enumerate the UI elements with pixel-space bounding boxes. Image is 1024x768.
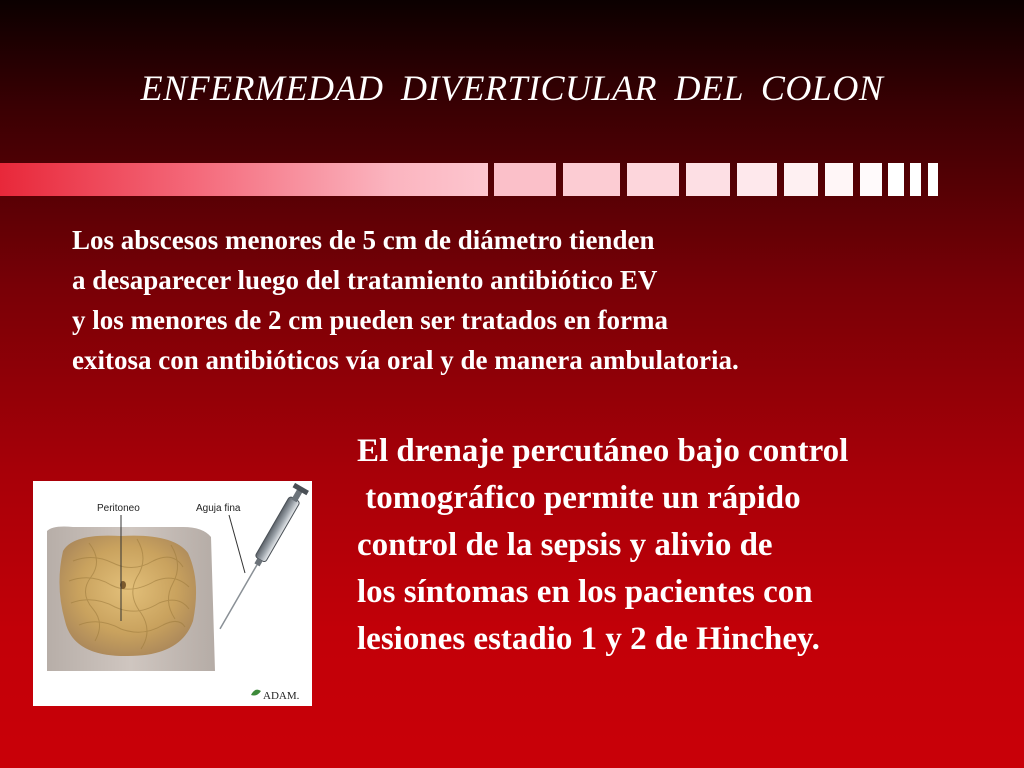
decorative-bar-segment bbox=[627, 163, 679, 196]
drainage-paragraph bbox=[357, 428, 1017, 663]
decorative-bar-segment bbox=[928, 163, 938, 196]
adam-credit: ADAM. bbox=[263, 690, 300, 702]
abscess-paragraph-line: a desaparecer luego del tratamiento antibiótico EV bbox=[72, 265, 658, 295]
decorative-bar-segment bbox=[494, 163, 556, 196]
decorative-bar-segment bbox=[825, 163, 853, 196]
decorative-bar-segment bbox=[910, 163, 921, 196]
abscess-paragraph bbox=[72, 220, 972, 380]
needle-pointer-line bbox=[229, 515, 245, 573]
decorative-bar-segment bbox=[888, 163, 904, 196]
percutaneous-drainage-illustration bbox=[33, 481, 312, 706]
drainage-paragraph-line: lesiones estadio 1 y 2 de Hinchey. bbox=[357, 621, 820, 657]
peritoneum-label: Peritoneo bbox=[97, 503, 140, 514]
decorative-bar-gradient bbox=[0, 163, 488, 196]
drainage-paragraph-line: El drenaje percutáneo bajo control bbox=[357, 433, 849, 469]
decorative-bar bbox=[0, 163, 1024, 196]
drainage-paragraph-line: tomográfico permite un rápido bbox=[357, 480, 801, 516]
decorative-bar-segment bbox=[737, 163, 777, 196]
drainage-paragraph-line: control de la sepsis y alivio de bbox=[357, 527, 773, 563]
decorative-bar-segment bbox=[860, 163, 882, 196]
drainage-paragraph-line: los síntomas en los pacientes con bbox=[357, 574, 813, 610]
abscess-paragraph-line: Los abscesos menores de 5 cm de diámetro tienden bbox=[72, 225, 655, 255]
abscess-paragraph-line: y los menores de 2 cm pueden ser tratados en forma bbox=[72, 305, 668, 335]
decorative-bar-segment bbox=[563, 163, 620, 196]
abdomen-needle-drawing bbox=[33, 481, 312, 706]
decorative-bar-segment bbox=[686, 163, 730, 196]
decorative-bar-segment bbox=[784, 163, 818, 196]
abscess-paragraph-line: exitosa con antibióticos vía oral y de manera ambulatoria. bbox=[72, 345, 739, 375]
slide-title: ENFERMEDAD DIVERTICULAR DEL COLON bbox=[140, 68, 884, 108]
adam-logo-icon bbox=[251, 690, 261, 696]
needle-label: Aguja fina bbox=[196, 503, 241, 514]
